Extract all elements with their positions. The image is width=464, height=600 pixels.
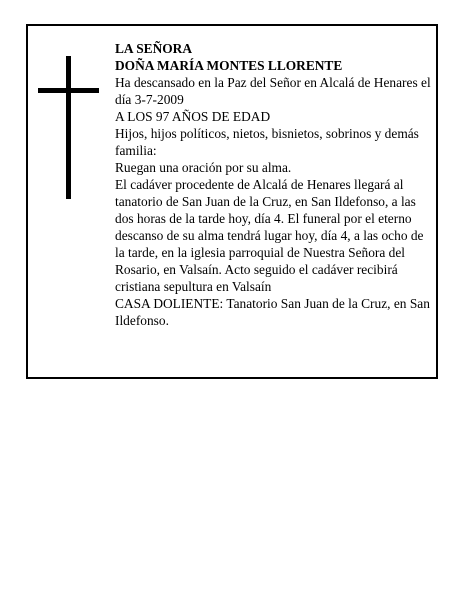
obituary-notice bbox=[26, 24, 438, 379]
family-statement: Hijos, hijos políticos, nietos, bisnietos, sobrinos y demás familia: bbox=[115, 126, 419, 158]
cross-vertical-bar bbox=[66, 56, 71, 199]
mourning-house: CASA DOLIENTE: Tanatorio San Juan de la Cruz, en San Ildefonso. bbox=[115, 296, 430, 328]
funeral-details: El cadáver procedente de Alcalá de Henares llegará al tanatorio de San Juan de la Cruz, en San Ildefonso, a las dos horas de la tarde hoy, día 4. El funeral por el eterno descanso de su alma tendrá lugar hoy, día 4, a las ocho de la tarde, en la iglesia parroquial de Nuestra Señora del Rosario, en Valsaín. Acto seguido el cadáver recibirá cristiana sepultura en Valsaín bbox=[115, 177, 424, 294]
notice-text bbox=[115, 40, 435, 329]
notice-title: LA SEÑORA bbox=[115, 41, 193, 56]
rest-statement: Ha descansado en la Paz del Señor en Alcalá de Henares el día 3-7-2009 bbox=[115, 75, 431, 107]
prayer-request: Ruegan una oración por su alma. bbox=[115, 160, 292, 175]
age-statement: A LOS 97 AÑOS DE EDAD bbox=[115, 109, 271, 124]
cross-horizontal-bar bbox=[38, 88, 99, 93]
deceased-name: DOÑA MARÍA MONTES LLORENTE bbox=[115, 58, 343, 73]
